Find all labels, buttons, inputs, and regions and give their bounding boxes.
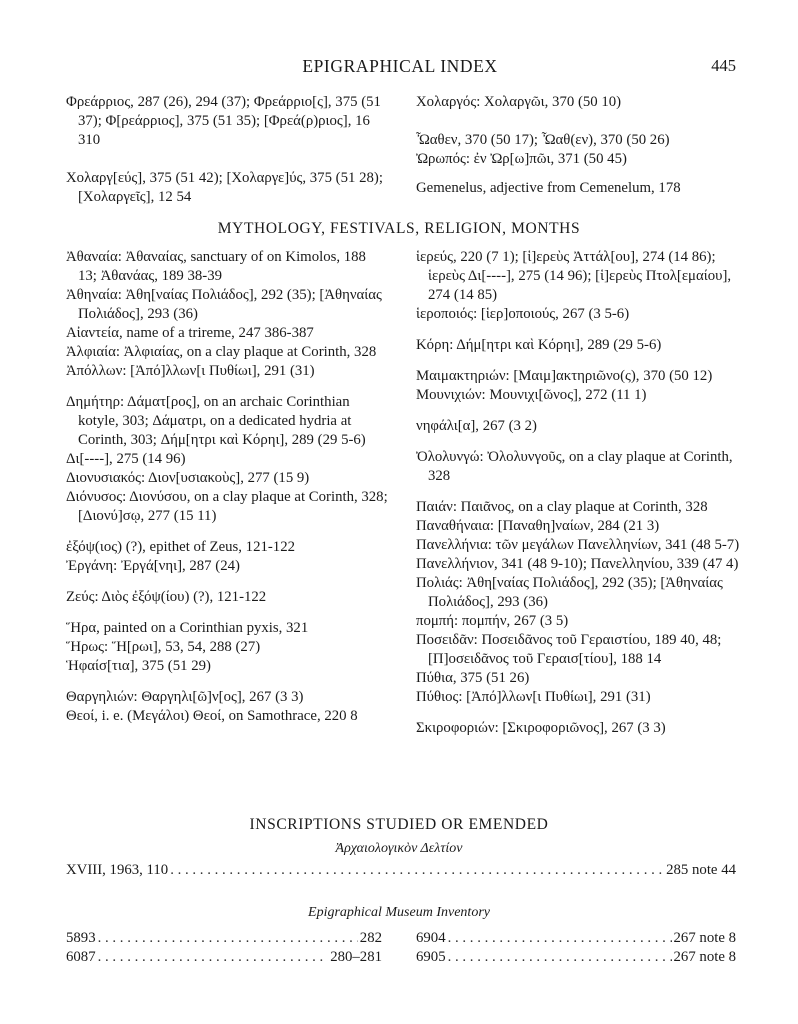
index-entry: Φρεάρριος, 287 (26), 294 (37); Φρεάρριο[ς], 375 (51 37); Φ[ρεάρριος], 375 (51 35); [Φρεά(ρ)ριος], 16 310	[66, 94, 381, 148]
deltion-entry	[66, 862, 736, 879]
page-header	[64, 56, 736, 80]
index-entry: Ὦαθεν, 370 (50 17); Ὦαθ(εν), 370 (50 26)	[416, 132, 670, 148]
museum-entry	[66, 949, 382, 966]
leader-dots	[448, 949, 672, 966]
entry-value: 280–281	[330, 949, 382, 965]
top-entries	[66, 93, 738, 213]
index-entry: Διόνυσος: Διονύσου, on a clay plaque at Corinth, 328; [Διονύ]σῳ, 277 (15 11)	[66, 489, 388, 524]
index-entry: Παιάν: Παιᾶνος, on a clay plaque at Corinth, 328	[416, 499, 708, 515]
index-entry: ἐξόψ(ιος) (?), epithet of Zeus, 121-122	[66, 539, 296, 555]
index-entry: Πύθιος: [Ἀπό]λλων[ι Πυθίωι], 291 (31)	[416, 689, 651, 705]
entry-label: XVIII, 1963, 110	[66, 862, 169, 878]
museum-entry	[416, 930, 736, 947]
index-entry: Σκιροφοριών: [Σκιροφοριῶνος], 267 (3 3)	[416, 720, 666, 736]
entry-label: 6904	[416, 930, 446, 946]
index-entry: Πανελλήνια: τῶν μεγάλων Πανελληνίων, 341 (48 5-7)	[416, 537, 740, 553]
entry-value: 282	[359, 930, 382, 946]
mythology-entries	[66, 248, 738, 788]
index-entry: Δημήτηρ: Δάματ[ρος], on an archaic Corinthian kotyle, 303; Δάματρι, on a dedicated hydria at Corinth, 303; Δήμ[ητρι καὶ Κόρηι], 289 (29 5-6)	[66, 394, 366, 448]
index-entry: Ὠρωπός: ἐν Ὠρ[ω]πῶι, 371 (50 45)	[416, 151, 627, 167]
index-entry: Ἐργάνη: Ἐργά[νηι], 287 (24)	[66, 558, 240, 574]
running-title: EPIGRAPHICAL INDEX	[302, 56, 498, 76]
leader-dots	[448, 930, 672, 947]
index-entry: Μουνιχιών: Μουνιχι[ῶνος], 272 (11 1)	[416, 387, 647, 403]
index-entry: πομπή: πομπήν, 267 (3 5)	[416, 613, 569, 629]
entry-label: 6087	[66, 949, 96, 965]
index-entry: ἱεροποιός: [ἱερ]οποιούς, 267 (3 5-6)	[416, 306, 630, 322]
index-entry: Αἰαντεία, name of a trireme, 247 386-387	[66, 325, 314, 341]
index-entry: ἱερεύς, 220 (7 1); [ἱ]ερεὺς Ἀττάλ[ου], 274 (14 86); ἱερεὺς Δι[----], 275 (14 96); [ἱ]ερεὺς Πτολ[εμαίου], 274 (14 85)	[416, 249, 732, 303]
index-entry: Ἥρα, painted on a Corinthian pyxis, 321	[66, 620, 309, 636]
index-entry: Ζεύς: Διὸς ἐξόψ(ίου) (?), 121-122	[66, 589, 267, 605]
subhead-deltion: Ἀρχαιολογικὸν Δελτίον	[335, 841, 463, 856]
index-entry: Χολαργ[εύς], 375 (51 42); [Χολαργε]ύς, 375 (51 28); [Χολαργεῖς], 12 54	[66, 170, 383, 205]
index-entry: Δι[----], 275 (14 96)	[66, 451, 186, 467]
entry-value: 267 note 8	[673, 949, 736, 965]
index-entry: Gemenelus, adjective from Cemenelum, 178	[416, 180, 681, 196]
top-left-column	[66, 93, 388, 207]
index-entry: Πανελλήνιον, 341 (48 9-10); Πανελληνίου, 339 (47 4)	[416, 556, 739, 572]
mythology-right-column	[416, 248, 740, 738]
index-entry: Ἀθαναία: Ἀθαναίας, sanctuary of on Kimolos, 188 13; Ἀθανάας, 189 38-39	[66, 249, 366, 284]
index-entry: Ἀλφιαία: Ἀλφιαίας, on a clay plaque at Corinth, 328	[66, 344, 377, 360]
entry-value: 267 note 8	[673, 930, 736, 946]
index-entry: νηφάλι[α], 267 (3 2)	[416, 418, 537, 434]
leader-dots	[170, 862, 664, 879]
leader-dots	[98, 949, 329, 966]
index-entry: Ἀπόλλων: [Ἀπό]λλων[ι Πυθίωι], 291 (31)	[66, 363, 315, 379]
index-entry: Ἀθηναία: Ἀθη[ναίας Πολιάδος], 292 (35); [Ἀθηναίας Πολιάδος], 293 (36)	[66, 287, 382, 322]
index-entry: Κόρη: Δήμ[ητρι καὶ Κόρηι], 289 (29 5-6)	[416, 337, 662, 353]
section-title-inscriptions: INSCRIPTIONS STUDIED OR EMENDED	[249, 816, 549, 833]
index-entry: Πολιάς: Ἀθη[ναίας Πολιάδος], 292 (35); [Ἀθηναίας Πολιάδος], 293 (36)	[416, 575, 723, 610]
index-entry: Ἥρως: Ἥ[ρωι], 53, 54, 288 (27)	[66, 639, 261, 655]
index-entry: Παναθήναια: [Παναθη]ναίων, 284 (21 3)	[416, 518, 660, 534]
index-entry: Διονυσιακός: Διον[υσιακοὺς], 277 (15 9)	[66, 470, 310, 486]
entry-label: 6905	[416, 949, 446, 965]
museum-entry	[66, 930, 382, 947]
index-entry: Ὀλολυνγώ: Ὀλολυνγοῦς, on a clay plaque at Corinth, 328	[416, 449, 733, 484]
entry-label: 5893	[66, 930, 96, 946]
index-entry: Ποσειδᾶν: Ποσειδᾶνος τοῦ Γεραιστίου, 189 40, 48; [Π]οσειδᾶνος τοῦ Γεραισ[τίου], 188 14	[416, 632, 722, 667]
mythology-left-column	[66, 248, 388, 726]
top-right-column	[416, 93, 740, 198]
page-number: 445	[711, 56, 736, 75]
leader-dots	[98, 930, 358, 947]
subhead-museum: Epigraphical Museum Inventory	[308, 905, 490, 920]
index-entry: Θαργηλιών: Θαργηλι[ῶ]ν[ος], 267 (3 3)	[66, 689, 304, 705]
entry-value: 285 note 44	[666, 862, 736, 878]
museum-entry	[416, 949, 736, 966]
index-entry: Πύθια, 375 (51 26)	[416, 670, 530, 686]
index-entry: Χολαργός: Χολαργῶι, 370 (50 10)	[416, 94, 622, 110]
index-entry: Μαιμακτηριών: [Μαιμ]ακτηριῶνο(ς), 370 (50 12)	[416, 368, 713, 384]
index-entry: Θεοί, i. e. (Μεγάλοι) Θεοί, on Samothrace, 220 8	[66, 708, 358, 724]
section-title-mythology: MYTHOLOGY, FESTIVALS, RELIGION, MONTHS	[217, 220, 581, 237]
index-entry: Ἡφαίσ[τια], 375 (51 29)	[66, 658, 211, 674]
